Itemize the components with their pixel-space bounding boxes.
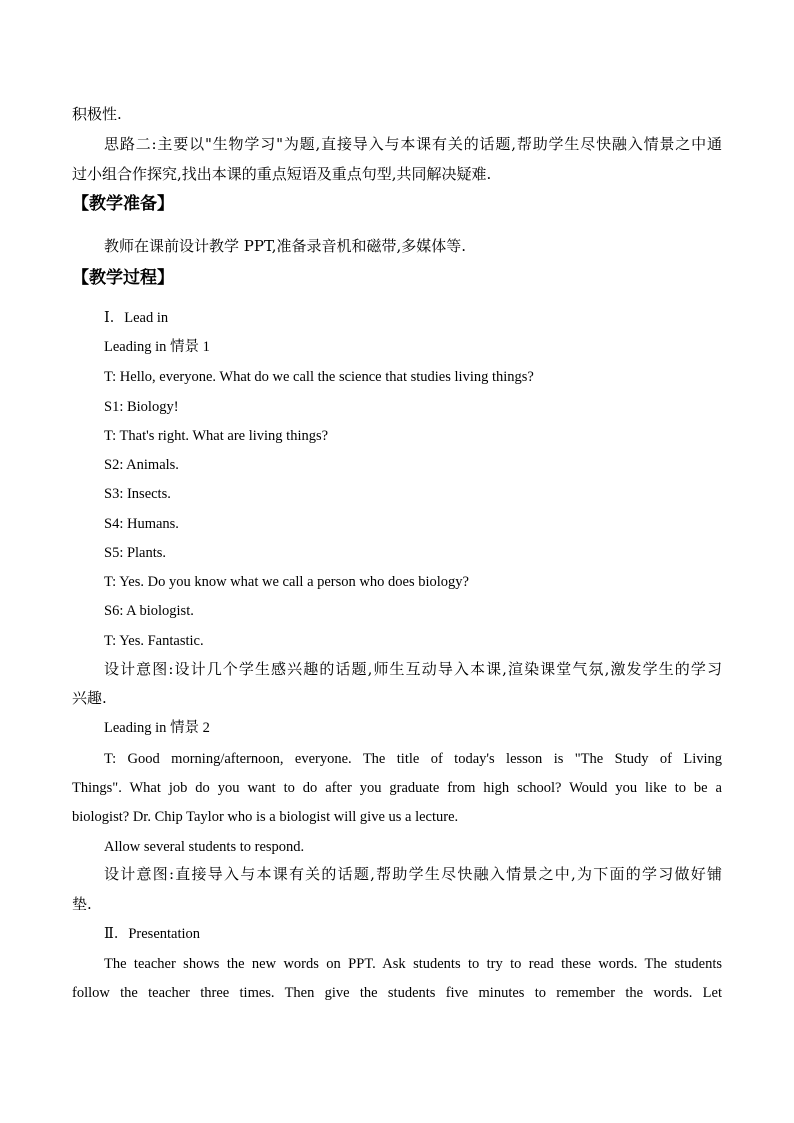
scene2-paragraph-line-3: biologist? Dr. Chip Taylor who is a biologist will give us a lecture. [72, 809, 459, 825]
dialogue-line: S6: A biologist. [104, 603, 194, 619]
process-heading: 【教学过程】 [72, 268, 174, 288]
section-presentation: Ⅱ．Presentation [104, 926, 201, 942]
dialogue-line: T: Yes. Do you know what we call a person who does biology? [104, 574, 469, 590]
prep-body: 教师在课前设计教学 PPT,准备录音机和磁带,多媒体等. [104, 237, 467, 255]
dialogue-line: S1: Biology! [104, 399, 179, 415]
continuation-text: 积极性. [72, 105, 122, 123]
dialogue-line: S5: Plants. [104, 545, 167, 561]
prep-heading: 【教学准备】 [72, 194, 174, 214]
scene2-label: Leading in 情景 2 [104, 720, 210, 736]
dialogue-line: T: Yes. Fantastic. [104, 633, 204, 649]
scene2-intent-line-2: 垫. [72, 895, 92, 913]
idea2-line-1: 思路二:主要以"生物学习"为题,直接导入与本课有关的话题,帮助学生尽快融入情景之中通 [104, 135, 722, 153]
dialogue-line: T: That's right. What are living things? [104, 428, 329, 444]
dialogue-line: T: Hello, everyone. What do we call the science that studies living things? [104, 369, 534, 385]
dialogue-line: S4: Humans. [104, 516, 179, 532]
presentation-line-2: follow the teacher three times. Then give the students five minutes to remember the words. Let [72, 985, 722, 1001]
scene2-allow-text: Allow several students to respond. [104, 839, 305, 855]
idea2-line-2: 过小组合作探究,找出本课的重点短语及重点句型,共同解决疑难. [72, 165, 492, 183]
scene2-intent-line-1: 设计意图:直接导入与本课有关的话题,帮助学生尽快融入情景之中,为下面的学习做好铺 [104, 865, 722, 883]
section-lead-in: Ⅰ．Lead in [104, 310, 169, 326]
scene2-paragraph-line-2: Things". What job do you want to do after you graduate from high school? Would you like to be a [72, 780, 722, 796]
presentation-line-1: The teacher shows the new words on PPT. Ask students to try to read these words. The students [104, 956, 722, 972]
scene1-intent-line-1: 设计意图:设计几个学生感兴趣的话题,师生互动导入本课,渲染课堂气氛,激发学生的学习 [104, 660, 722, 678]
scene2-paragraph-line-1: T: Good morning/afternoon, everyone. The title of today's lesson is "The Study of Living [104, 751, 722, 767]
dialogue-line: S3: Insects. [104, 486, 171, 502]
scene1-label: Leading in 情景 1 [104, 339, 210, 355]
scene1-intent-line-2: 兴趣. [72, 689, 107, 707]
dialogue-line: S2: Animals. [104, 457, 179, 473]
